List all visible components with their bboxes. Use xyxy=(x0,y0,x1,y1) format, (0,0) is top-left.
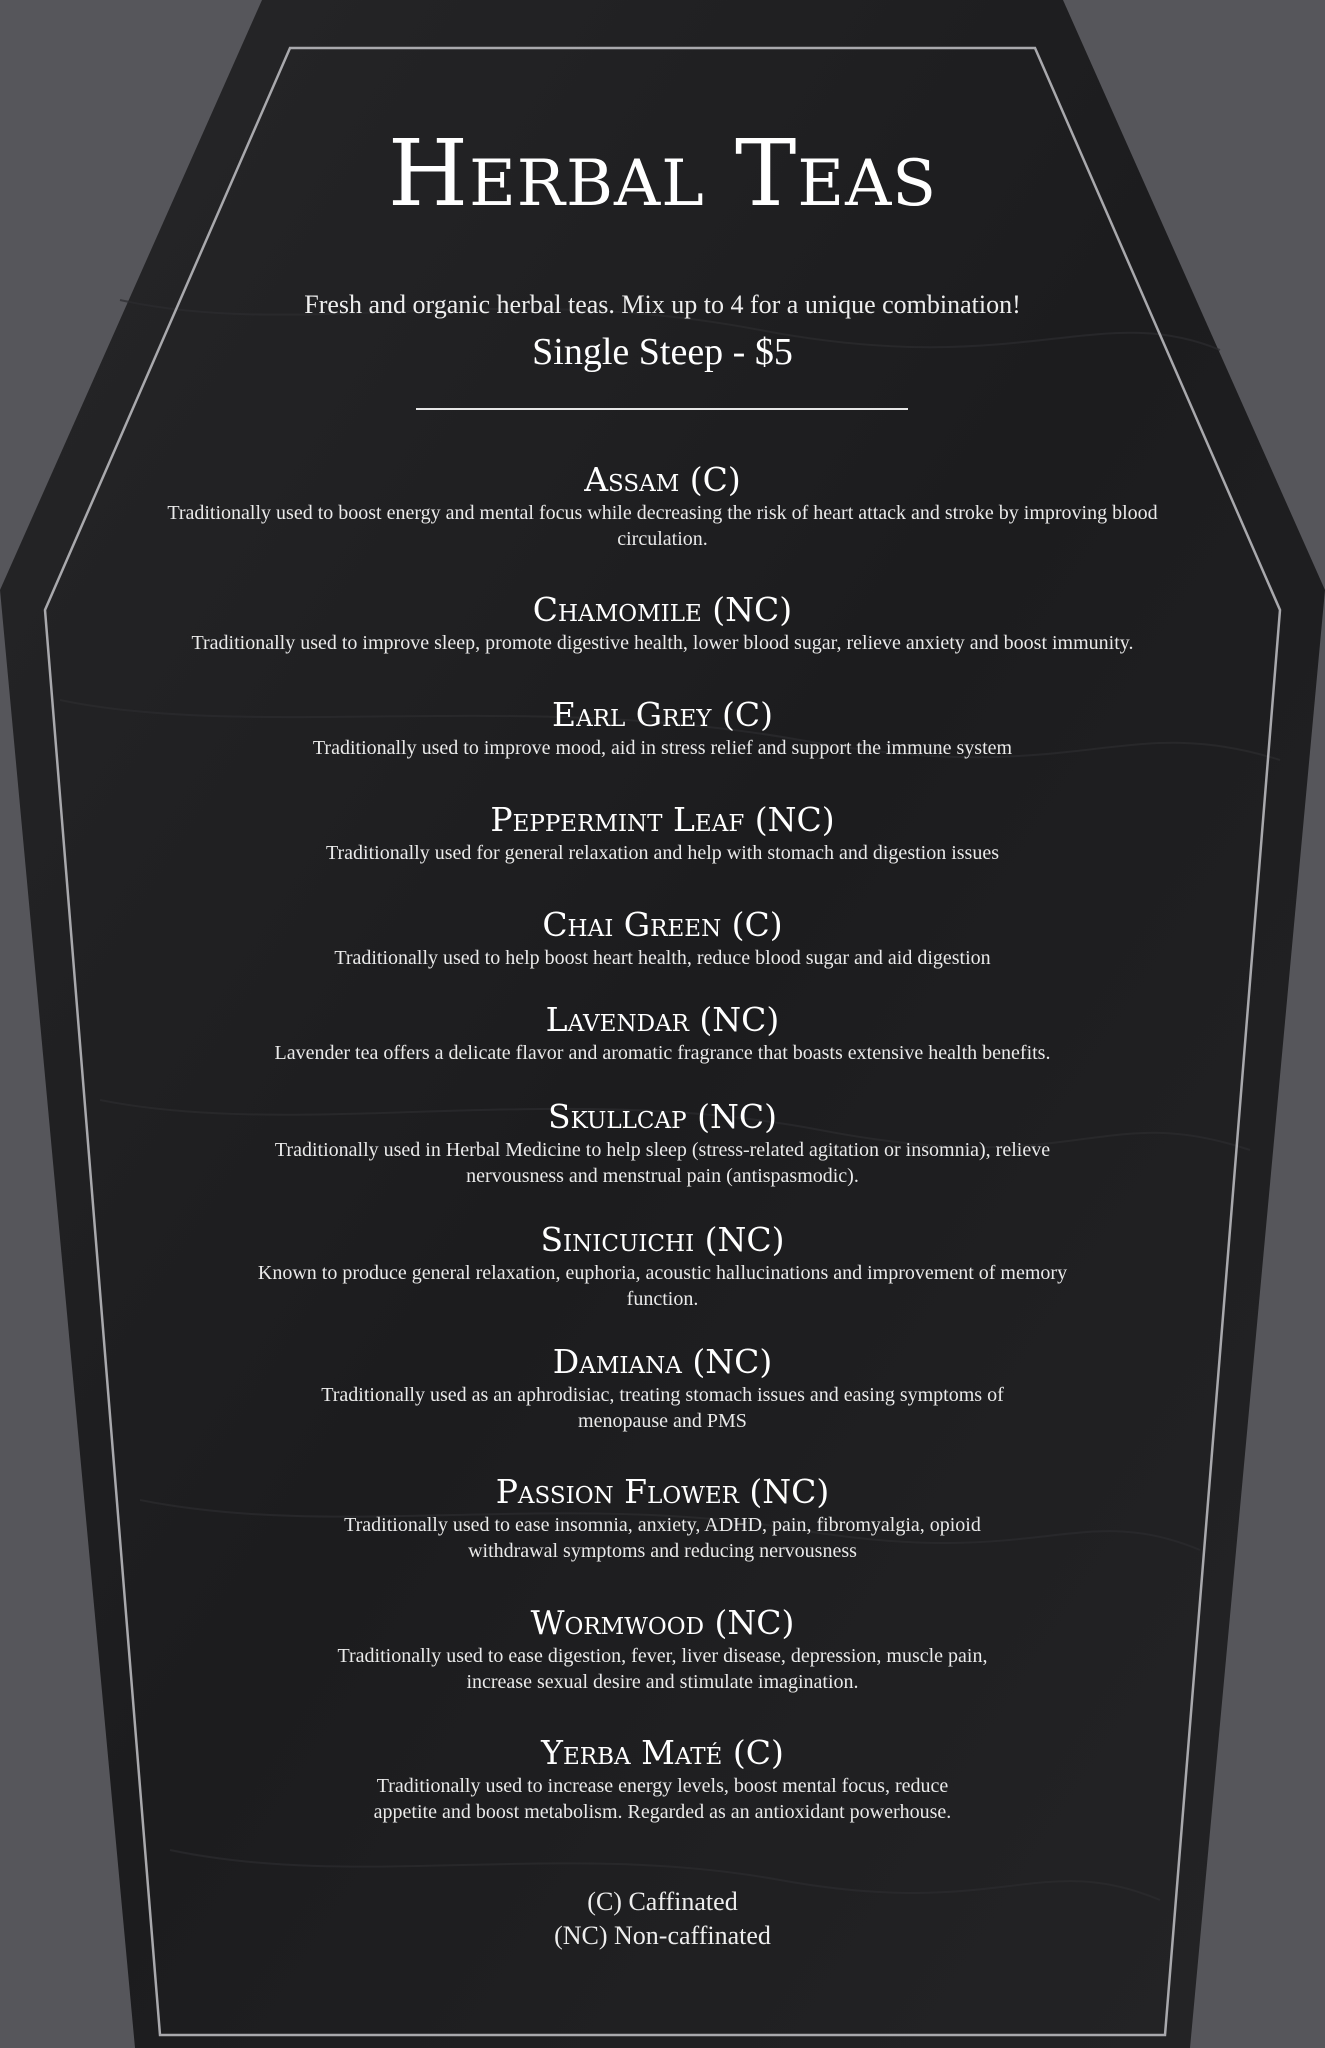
tea-description: Traditionally used to ease insomnia, anxiety, ADHD, pain, fibromyalgia, opioid withdrawal symptoms and reducing nervousness xyxy=(344,1514,981,1562)
tea-item xyxy=(130,460,1195,552)
tea-name: Peppermint Leaf (NC) xyxy=(490,800,835,839)
tea-description: Traditionally used in Herbal Medicine to help sleep (stress-related agitation or insomnia), relieve nervousness and menstrual pain (antispasmodic). xyxy=(274,1139,1051,1187)
tea-item xyxy=(130,1472,1195,1564)
tea-item xyxy=(130,1220,1195,1312)
tea-item xyxy=(130,800,1195,866)
tea-description: Traditionally used to improve mood, aid in stress relief and support the immune system xyxy=(312,737,1013,759)
tea-item xyxy=(130,695,1195,761)
tea-description: Lavender tea offers a delicate flavor and aromatic fragrance that boasts extensive health benefits. xyxy=(274,1042,1051,1064)
legend-non-caffeinated: (NC) Non-caffinated xyxy=(554,1921,771,1950)
tea-description: Traditionally used to help boost heart health, reduce blood sugar and aid digestion xyxy=(334,947,991,969)
menu-subtitle: Fresh and organic herbal teas. Mix up to 4 for a unique combination! xyxy=(304,290,1021,319)
legend-caffeinated: (C) Caffinated xyxy=(587,1887,738,1916)
tea-name: Chamomile (NC) xyxy=(532,590,793,629)
tea-item xyxy=(130,1000,1195,1066)
tea-description: Traditionally used to ease digestion, fever, liver disease, depression, muscle pain, increase sexual desire and stimulate imagination. xyxy=(337,1645,988,1693)
tea-description: Traditionally used for general relaxation and help with stomach and digestion issues xyxy=(325,842,999,864)
tea-description: Traditionally used as an aphrodisiac, treating stomach issues and easing symptoms of menopause and PMS xyxy=(321,1384,1004,1432)
caffeine-legend xyxy=(0,1885,1325,1953)
divider xyxy=(416,408,908,410)
menu-title: Herbal Teas xyxy=(387,120,938,227)
tea-description: Traditionally used to improve sleep, promote digestive health, lower blood sugar, relieve anxiety and boost immunity. xyxy=(191,632,1134,654)
tea-name: Yerba Maté (C) xyxy=(541,1733,784,1772)
price-label: Single Steep - $5 xyxy=(532,331,793,373)
tea-description: Known to produce general relaxation, euphoria, acoustic hallucinations and improvement of memory function. xyxy=(257,1262,1068,1310)
tea-name: Earl Grey (C) xyxy=(552,695,773,734)
tea-name: Sinicuichi (NC) xyxy=(540,1220,785,1259)
tea-item xyxy=(130,1733,1195,1825)
tea-name: Chai Green (C) xyxy=(542,905,783,944)
tea-name: Assam (C) xyxy=(584,460,741,499)
tea-name: Skullcap (NC) xyxy=(548,1097,777,1136)
tea-name: Passion Flower (NC) xyxy=(495,1472,830,1511)
tea-description: Traditionally used to increase energy levels, boost mental focus, reduce appetite and boost metabolism. Regarded as an antioxidant powerhouse. xyxy=(373,1775,952,1823)
tea-item xyxy=(130,905,1195,971)
tea-description: Traditionally used to boost energy and mental focus while decreasing the risk of heart attack and stroke by improving blood circulation. xyxy=(167,502,1158,550)
tea-name: Lavendar (NC) xyxy=(545,1000,780,1039)
tea-item xyxy=(130,1603,1195,1695)
tea-item xyxy=(130,1097,1195,1189)
tea-name: Damiana (NC) xyxy=(552,1342,773,1381)
tea-item xyxy=(130,590,1195,656)
tea-name: Wormwood (NC) xyxy=(530,1603,795,1642)
tea-item xyxy=(130,1342,1195,1434)
